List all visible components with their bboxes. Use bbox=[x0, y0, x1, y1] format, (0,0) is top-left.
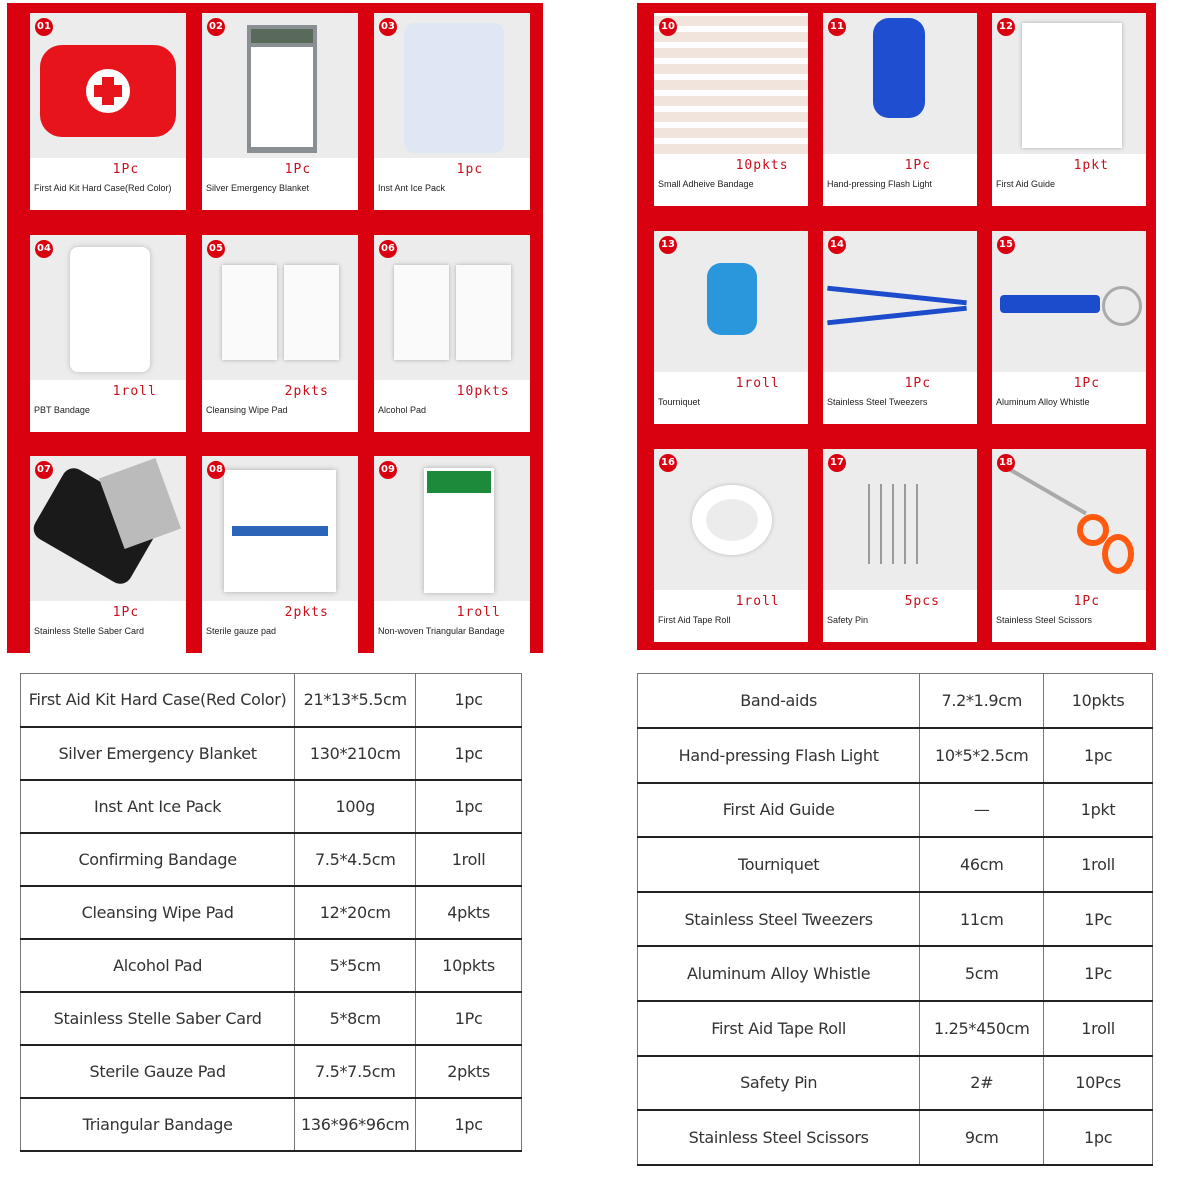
tweezers-icon bbox=[827, 286, 967, 306]
table-row bbox=[21, 674, 522, 727]
safety-pin-icon bbox=[868, 484, 928, 564]
alcohol-pad-icon bbox=[394, 265, 449, 360]
item-quantity: 1roll bbox=[735, 376, 780, 391]
item-photo bbox=[654, 231, 808, 372]
item-photo bbox=[992, 13, 1146, 154]
item-number-badge: 06 bbox=[379, 240, 397, 258]
size-cell: 5*8cm bbox=[295, 992, 416, 1045]
item-photo bbox=[30, 456, 186, 601]
item-card bbox=[374, 13, 530, 210]
item-name: Alcohol Pad bbox=[378, 405, 427, 415]
item-name-cell: Stainless Steel Scissors bbox=[638, 1110, 920, 1165]
quantity-cell: 1pc bbox=[416, 1098, 522, 1151]
size-cell: 2# bbox=[920, 1056, 1044, 1111]
item-quantity: 5pcs bbox=[904, 594, 940, 609]
item-card bbox=[823, 13, 977, 206]
size-cell: 46cm bbox=[920, 837, 1044, 892]
item-quantity: 1Pc bbox=[112, 605, 140, 620]
item-number-badge: 15 bbox=[997, 236, 1015, 254]
item-name-cell: First Aid Guide bbox=[638, 783, 920, 838]
tape-roll-icon bbox=[692, 485, 772, 555]
size-cell: 5cm bbox=[920, 946, 1044, 1001]
wipe-pad-icon bbox=[222, 265, 277, 360]
item-card bbox=[992, 231, 1146, 424]
item-quantity: 1Pc bbox=[904, 376, 932, 391]
item-quantity: 1Pc bbox=[284, 162, 312, 177]
quantity-cell: 10pkts bbox=[1044, 674, 1153, 729]
quantity-cell: 1pc bbox=[1044, 1110, 1153, 1165]
item-number-badge: 17 bbox=[828, 454, 846, 472]
item-name-cell: Sterile Gauze Pad bbox=[21, 1045, 295, 1098]
item-name-cell: Stainless Stelle Saber Card bbox=[21, 992, 295, 1045]
quantity-cell: 1pc bbox=[416, 674, 522, 727]
item-photo bbox=[202, 235, 358, 380]
item-name: Stainless Steel Tweezers bbox=[827, 397, 928, 407]
item-name: Safety Pin bbox=[827, 615, 869, 625]
item-name-cell: Hand-pressing Flash Light bbox=[638, 728, 920, 783]
table-row bbox=[21, 780, 522, 833]
quantity-cell: 2pkts bbox=[416, 1045, 522, 1098]
table-row bbox=[638, 728, 1153, 783]
item-card bbox=[374, 456, 530, 653]
whistle-icon bbox=[1000, 295, 1100, 313]
item-name: First Aid Guide bbox=[996, 179, 1056, 189]
item-card bbox=[823, 231, 977, 424]
size-cell: 1.25*450cm bbox=[920, 1001, 1044, 1056]
size-cell: 136*96*96cm bbox=[295, 1098, 416, 1151]
item-number-badge: 07 bbox=[35, 461, 53, 479]
item-quantity: 1Pc bbox=[112, 162, 140, 177]
quantity-cell: 10Pcs bbox=[1044, 1056, 1153, 1111]
item-photo bbox=[823, 449, 977, 590]
item-name-cell: Triangular Bandage bbox=[21, 1098, 295, 1151]
item-number-badge: 03 bbox=[379, 18, 397, 36]
item-name: PBT Bandage bbox=[34, 405, 90, 415]
quantity-cell: 4pkts bbox=[416, 886, 522, 939]
item-name-cell: Tourniquet bbox=[638, 837, 920, 892]
item-number-badge: 04 bbox=[35, 240, 53, 258]
item-card bbox=[992, 13, 1146, 206]
item-quantity: 1roll bbox=[735, 594, 780, 609]
item-name-cell: Cleansing Wipe Pad bbox=[21, 886, 295, 939]
item-number-badge: 13 bbox=[659, 236, 677, 254]
item-number-badge: 02 bbox=[207, 18, 225, 36]
item-card bbox=[992, 449, 1146, 642]
item-quantity: 2pkts bbox=[284, 384, 329, 399]
size-cell: 130*210cm bbox=[295, 727, 416, 780]
item-card bbox=[30, 456, 186, 653]
item-card bbox=[202, 456, 358, 653]
item-quantity: 10pkts bbox=[735, 158, 789, 173]
item-name-cell: Stainless Steel Tweezers bbox=[638, 892, 920, 947]
tourniquet-icon bbox=[707, 263, 757, 335]
quantity-cell: 1pkt bbox=[1044, 783, 1153, 838]
table-row bbox=[21, 939, 522, 992]
item-name: Stainless Steel Scissors bbox=[996, 615, 1093, 625]
quantity-cell: 1Pc bbox=[416, 992, 522, 1045]
right-spec-table bbox=[637, 673, 1153, 1166]
item-photo bbox=[30, 13, 186, 158]
size-cell: 12*20cm bbox=[295, 886, 416, 939]
item-name: First Aid Kit Hard Case(Red Color) bbox=[34, 183, 172, 193]
right-items-panel bbox=[637, 3, 1156, 650]
emergency-blanket-icon bbox=[247, 25, 317, 153]
item-name-cell: Alcohol Pad bbox=[21, 939, 295, 992]
item-card bbox=[654, 231, 808, 424]
item-photo bbox=[30, 235, 186, 380]
guide-icon bbox=[1022, 23, 1122, 148]
item-number-badge: 05 bbox=[207, 240, 225, 258]
item-card bbox=[374, 235, 530, 432]
size-cell: 5*5cm bbox=[295, 939, 416, 992]
table-row bbox=[638, 1110, 1153, 1165]
item-card bbox=[202, 13, 358, 210]
quantity-cell: 1pc bbox=[416, 780, 522, 833]
item-name: Non-woven Triangular Bandage bbox=[378, 626, 505, 636]
item-name: Tourniquet bbox=[658, 397, 701, 407]
size-cell: 7.5*4.5cm bbox=[295, 833, 416, 886]
left-items-panel bbox=[7, 3, 543, 653]
quantity-cell: 1Pc bbox=[1044, 946, 1153, 1001]
item-name: Small Adheive Bandage bbox=[658, 179, 754, 189]
size-cell: 7.2*1.9cm bbox=[920, 674, 1044, 729]
table-row bbox=[638, 783, 1153, 838]
item-number-badge: 11 bbox=[828, 18, 846, 36]
item-name: Stainless Stelle Saber Card bbox=[34, 626, 145, 636]
first-aid-case-icon bbox=[40, 45, 176, 137]
table-row bbox=[638, 837, 1153, 892]
ice-pack-icon bbox=[404, 23, 504, 153]
quantity-cell: 1pc bbox=[1044, 728, 1153, 783]
item-name-cell: Confirming Bandage bbox=[21, 833, 295, 886]
item-name-cell: Band-aids bbox=[638, 674, 920, 729]
table-row bbox=[21, 886, 522, 939]
item-number-badge: 10 bbox=[659, 18, 677, 36]
table-row bbox=[638, 674, 1153, 729]
flashlight-icon bbox=[873, 18, 925, 118]
item-name-cell: Safety Pin bbox=[638, 1056, 920, 1111]
item-quantity: 10pkts bbox=[456, 384, 510, 399]
item-number-badge: 08 bbox=[207, 461, 225, 479]
item-quantity: 1Pc bbox=[1073, 594, 1101, 609]
item-quantity: 1Pc bbox=[1073, 376, 1101, 391]
item-card bbox=[30, 13, 186, 210]
triangular-bandage-icon bbox=[424, 468, 494, 593]
item-name: Cleansing Wipe Pad bbox=[206, 405, 288, 415]
table-row bbox=[21, 992, 522, 1045]
item-name-cell: Inst Ant Ice Pack bbox=[21, 780, 295, 833]
size-cell: 100g bbox=[295, 780, 416, 833]
item-photo bbox=[992, 449, 1146, 590]
quantity-cell: 1Pc bbox=[1044, 892, 1153, 947]
item-quantity: 1roll bbox=[112, 384, 157, 399]
item-number-badge: 14 bbox=[828, 236, 846, 254]
size-cell: 11cm bbox=[920, 892, 1044, 947]
table-row bbox=[21, 727, 522, 780]
adhesive-bandage-icon bbox=[654, 13, 808, 154]
item-photo bbox=[374, 456, 530, 601]
item-quantity: 2pkts bbox=[284, 605, 329, 620]
left-spec-table bbox=[20, 673, 522, 1152]
item-name: First Aid Tape Roll bbox=[658, 615, 731, 625]
bandage-roll-icon bbox=[70, 247, 150, 372]
quantity-cell: 10pkts bbox=[416, 939, 522, 992]
item-photo bbox=[654, 449, 808, 590]
table-row bbox=[638, 1056, 1153, 1111]
item-card bbox=[823, 449, 977, 642]
size-cell: 9cm bbox=[920, 1110, 1044, 1165]
table-row bbox=[638, 946, 1153, 1001]
size-cell: 10*5*2.5cm bbox=[920, 728, 1044, 783]
item-number-badge: 18 bbox=[997, 454, 1015, 472]
item-photo bbox=[823, 231, 977, 372]
item-card bbox=[654, 449, 808, 642]
item-photo bbox=[823, 13, 977, 154]
item-quantity: 1roll bbox=[456, 605, 501, 620]
item-name-cell: First Aid Kit Hard Case(Red Color) bbox=[21, 674, 295, 727]
item-name: Aluminum Alloy Whistle bbox=[996, 397, 1090, 407]
gauze-pad-icon bbox=[224, 470, 336, 592]
quantity-cell: 1roll bbox=[416, 833, 522, 886]
item-card bbox=[654, 13, 808, 206]
table-row bbox=[21, 1045, 522, 1098]
table-row bbox=[21, 1098, 522, 1151]
item-name-cell: Silver Emergency Blanket bbox=[21, 727, 295, 780]
item-photo bbox=[202, 13, 358, 158]
table-row bbox=[638, 1001, 1153, 1056]
size-cell: 7.5*7.5cm bbox=[295, 1045, 416, 1098]
item-photo bbox=[992, 231, 1146, 372]
item-number-badge: 09 bbox=[379, 461, 397, 479]
size-cell: — bbox=[920, 783, 1044, 838]
item-photo bbox=[654, 13, 808, 154]
item-name: Inst Ant Ice Pack bbox=[378, 183, 446, 193]
item-photo bbox=[374, 13, 530, 158]
item-name-cell: Aluminum Alloy Whistle bbox=[638, 946, 920, 1001]
item-quantity: 1pkt bbox=[1073, 158, 1109, 173]
table-row bbox=[21, 833, 522, 886]
table-row bbox=[638, 892, 1153, 947]
item-photo bbox=[202, 456, 358, 601]
item-name: Silver Emergency Blanket bbox=[206, 183, 310, 193]
quantity-cell: 1roll bbox=[1044, 837, 1153, 892]
item-quantity: 1Pc bbox=[904, 158, 932, 173]
item-quantity: 1pc bbox=[456, 162, 484, 177]
item-number-badge: 16 bbox=[659, 454, 677, 472]
item-name: Sterile gauze pad bbox=[206, 626, 277, 636]
item-card bbox=[30, 235, 186, 432]
size-cell: 21*13*5.5cm bbox=[295, 674, 416, 727]
quantity-cell: 1pc bbox=[416, 727, 522, 780]
quantity-cell: 1roll bbox=[1044, 1001, 1153, 1056]
item-number-badge: 12 bbox=[997, 18, 1015, 36]
item-number-badge: 01 bbox=[35, 18, 53, 36]
item-photo bbox=[374, 235, 530, 380]
item-card bbox=[202, 235, 358, 432]
item-name: Hand-pressing Flash Light bbox=[827, 179, 933, 189]
item-name-cell: First Aid Tape Roll bbox=[638, 1001, 920, 1056]
